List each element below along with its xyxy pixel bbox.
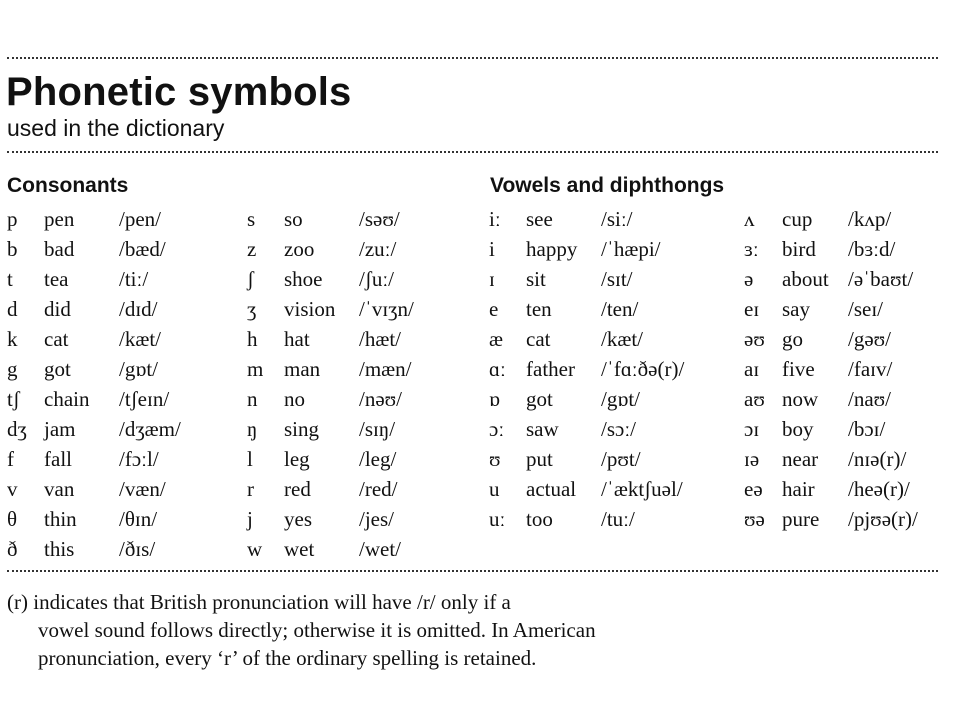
phonetic-symbol: v [7,477,18,501]
footnote-line: vowel sound follows directly; otherwise it is omitted. In American [38,618,596,642]
phonetic-symbol: ŋ [247,417,258,441]
phonetic-symbol: eɪ [744,297,760,321]
example-word: father [526,357,575,381]
example-word: shoe [284,267,323,291]
header-dotted-rule [7,151,938,153]
example-word: actual [526,477,577,501]
example-word: cat [44,327,69,351]
pronunciation: /ten/ [601,297,639,321]
example-word: tea [44,267,69,291]
example-word: cat [526,327,551,351]
phonetic-symbol: ɒ [489,387,500,411]
phonetic-symbol: ɑː [489,357,506,381]
pronunciation: /səʊ/ [359,207,400,231]
phonetic-symbol: ʃ [247,267,254,291]
example-word: so [284,207,303,231]
phonetic-symbol: uː [489,507,506,531]
pronunciation: /pʊt/ [601,447,641,471]
pronunciation: /bɔɪ/ [848,417,886,441]
example-word: pure [782,507,820,531]
example-word: van [44,477,75,501]
example-word: red [284,477,311,501]
pronunciation: /væn/ [119,477,166,501]
phonetic-symbol: eə [744,477,763,501]
example-word: did [44,297,71,321]
example-word: boy [782,417,814,441]
pronunciation: /ˈhæpi/ [601,237,661,261]
top-dotted-rule [7,57,938,59]
phonetic-symbol: aɪ [744,357,760,381]
example-word: cup [782,207,813,231]
phonetic-symbol: u [489,477,500,501]
phonetic-symbol: ɔɪ [744,417,760,441]
footnote [7,588,937,672]
phonetic-symbol: i [489,237,495,261]
phonetic-symbol: j [247,507,253,531]
pronunciation: /leg/ [359,447,397,471]
example-word: near [782,447,819,471]
example-word: vision [284,297,336,321]
phonetic-symbol: ʒ [247,297,257,321]
pronunciation: /gəʊ/ [848,327,892,351]
phonetic-symbol: f [7,447,14,471]
footer-dotted-rule [7,570,938,572]
pronunciation: /ˈvɪʒn/ [359,297,414,321]
pronunciation: /nɪə(r)/ [848,447,907,471]
pronunciation: /faɪv/ [848,357,893,381]
example-word: thin [44,507,77,531]
pronunciation: /pen/ [119,207,161,231]
pronunciation: /heə(r)/ [848,477,910,501]
pronunciation: /sɔː/ [601,417,636,441]
phonetic-symbol: h [247,327,258,351]
pronunciation: /wet/ [359,537,401,561]
pronunciation: /pjʊə(r)/ [848,507,918,531]
example-word: man [284,357,321,381]
example-word: five [782,357,815,381]
phonetic-symbol: p [7,207,18,231]
example-word: hat [284,327,310,351]
example-word: jam [44,417,76,441]
example-word: go [782,327,803,351]
example-word: pen [44,207,75,231]
phonetic-symbol: m [247,357,264,381]
phonetic-symbol: b [7,237,18,261]
phonetic-symbol: ʊə [744,507,765,531]
phonetic-symbol: ɜː [744,237,759,261]
phonetic-symbol: θ [7,507,18,531]
example-word: this [44,537,75,561]
example-word: bird [782,237,816,261]
pronunciation: /dɪd/ [119,297,158,321]
phonetic-symbol: l [247,447,253,471]
pronunciation: /ˈfɑːðə(r)/ [601,357,685,381]
phonetic-symbol: r [247,477,254,501]
example-word: ten [526,297,552,321]
pronunciation: /kʌp/ [848,207,892,231]
phonetic-symbol: ʌ [744,207,755,231]
phonetic-symbol: dʒ [7,417,27,441]
pronunciation: /sɪt/ [601,267,633,291]
example-word: no [284,387,305,411]
consonants-heading: Consonants [7,174,129,197]
phonetic-symbol: n [247,387,258,411]
pronunciation: /kæt/ [601,327,644,351]
example-word: leg [284,447,310,471]
pronunciation: /ˈæktʃuəl/ [601,477,683,501]
example-word: say [782,297,810,321]
pronunciation: /sɪŋ/ [359,417,396,441]
example-word: got [526,387,553,411]
example-word: see [526,207,553,231]
example-word: wet [284,537,315,561]
phonetic-symbol: æ [489,327,504,351]
pronunciation: /tuː/ [601,507,635,531]
phonetic-symbol: ʊ [489,447,501,471]
pronunciation: /siː/ [601,207,633,231]
pronunciation: /hæt/ [359,327,402,351]
example-word: saw [526,417,559,441]
page-title: Phonetic symbols [6,70,352,114]
phonetic-symbol: g [7,357,18,381]
pronunciation: /dʒæm/ [119,417,181,441]
pronunciation: /tiː/ [119,267,149,291]
phonetic-symbol: aʊ [744,387,765,411]
phonetic-symbol: e [489,297,499,321]
pronunciation: /əˈbaʊt/ [848,267,914,291]
phonetic-symbol: s [247,207,256,231]
pronunciation: /naʊ/ [848,387,892,411]
pronunciation: /fɔːl/ [119,447,159,471]
phonetic-symbol: əʊ [744,327,765,351]
phonetic-symbol: k [7,327,18,351]
phonetic-symbol: d [7,297,18,321]
example-word: sit [526,267,546,291]
pronunciation: /gɒt/ [601,387,640,411]
pronunciation: /seɪ/ [848,297,883,321]
example-word: sing [284,417,320,441]
example-word: got [44,357,71,381]
phonetic-symbol: ɪ [489,267,495,291]
example-word: put [526,447,553,471]
footnote-line: pronunciation, every ‘r’ of the ordinary spelling is retained. [38,646,537,670]
phonetic-symbol: z [247,237,257,261]
phonetic-symbol: t [7,267,13,291]
pronunciation: /ðɪs/ [119,537,156,561]
example-word: chain [44,387,90,411]
pronunciation: /gɒt/ [119,357,158,381]
pronunciation: /jes/ [359,507,394,531]
vowels-heading: Vowels and diphthongs [490,174,725,197]
phonetic-symbol: ə [744,267,754,291]
example-word: bad [44,237,75,261]
footnote-line: (r) indicates that British pronunciation will have /r/ only if a [7,590,511,614]
example-word: happy [526,237,578,261]
example-word: fall [44,447,72,471]
pronunciation: /red/ [359,477,398,501]
pronunciation: /mæn/ [359,357,412,381]
pronunciation: /kæt/ [119,327,162,351]
pronunciation: /nəʊ/ [359,387,403,411]
pronunciation: /θɪn/ [119,507,158,531]
example-word: yes [284,507,312,531]
phonetic-symbol: ð [7,537,18,561]
phonetic-symbol: iː [489,207,501,231]
phonetic-symbol: w [247,537,263,561]
pronunciation: /zuː/ [359,237,397,261]
page-subtitle: used in the dictionary [7,115,225,141]
example-word: hair [782,477,815,501]
pronunciation: /bæd/ [119,237,166,261]
phonetic-symbol: ɪə [744,447,760,471]
pronunciation: /bɜːd/ [848,237,896,261]
phonetic-symbol: tʃ [7,387,20,411]
example-word: too [526,507,553,531]
pronunciation: /ʃuː/ [359,267,394,291]
example-word: zoo [284,237,315,261]
pronunciation: /tʃeɪn/ [119,387,170,411]
phonetic-symbol: ɔː [489,417,505,441]
example-word: now [782,387,819,411]
example-word: about [782,267,829,291]
